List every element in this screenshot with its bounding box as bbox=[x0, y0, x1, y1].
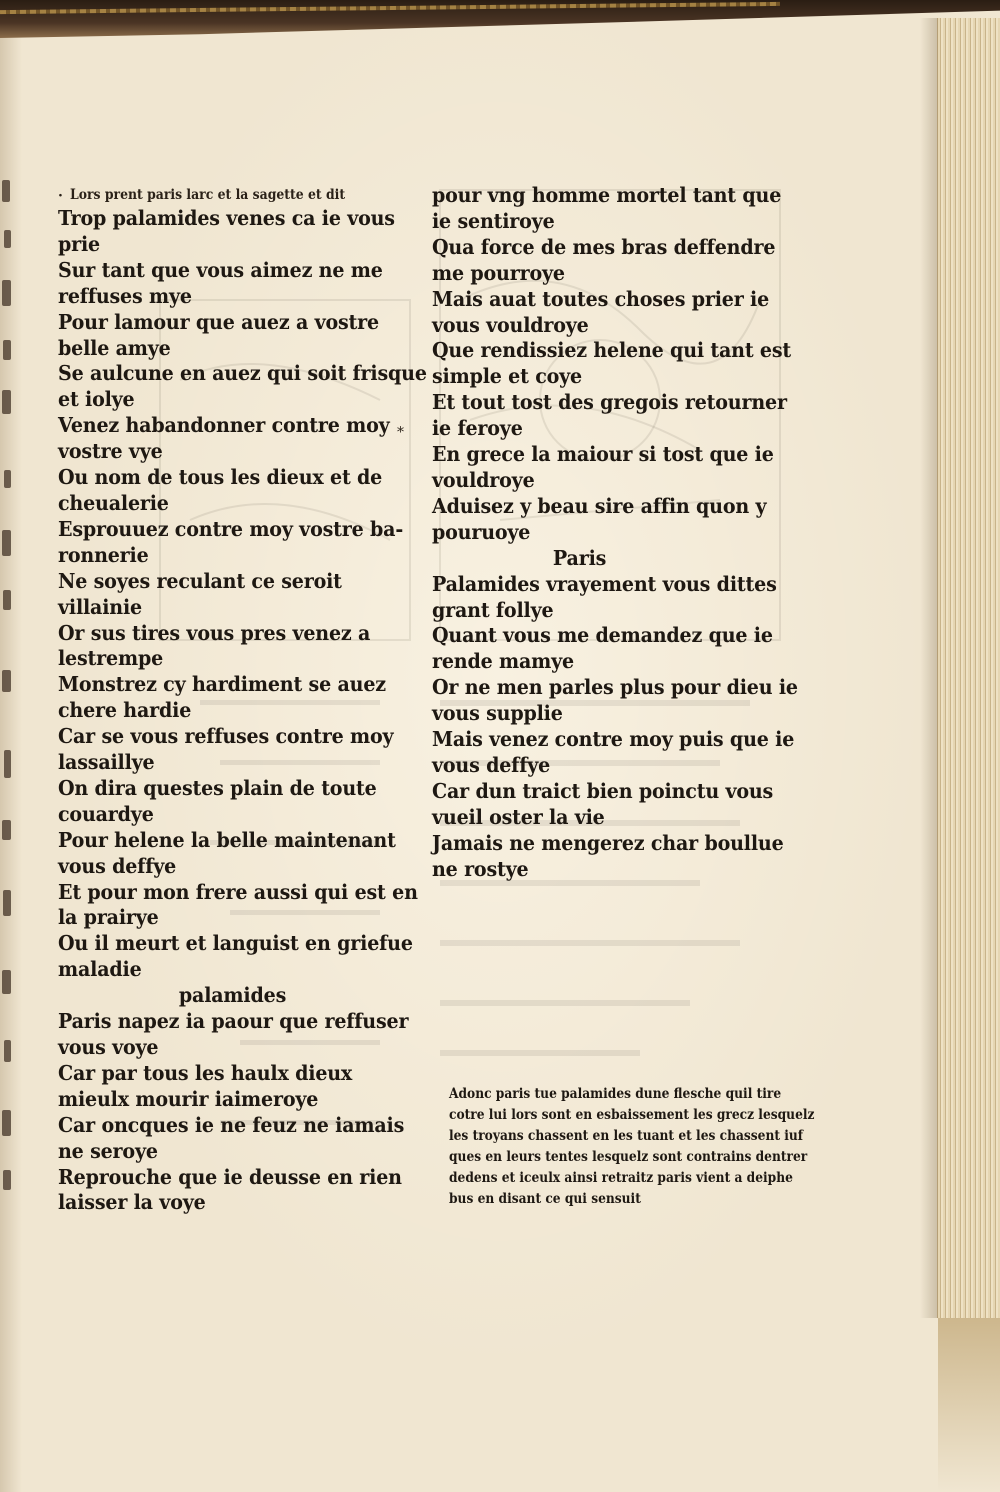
closing-rubric-line: cotre lui lors sont en esbaissement les grecz lesquelz bbox=[449, 1107, 815, 1123]
verse-line: Se aulcune en auez qui soit frisque bbox=[58, 361, 427, 386]
stray-ink-mark-icon: ⁎ bbox=[397, 420, 404, 436]
verse-line: laisser la voye bbox=[58, 1190, 206, 1215]
closing-rubric-line: ques en leurs tentes lesquelz sont contrains dentrer bbox=[449, 1149, 808, 1165]
verse-line: maladie bbox=[58, 957, 142, 982]
verse-line: Esprouuez contre moy vostre ba- bbox=[58, 516, 404, 541]
verse-line: lestrempe bbox=[58, 646, 164, 671]
verse-line: me pourroye bbox=[432, 260, 565, 285]
paragraph-mark-icon: · bbox=[58, 188, 63, 204]
verse-line: vueil oster la vie bbox=[432, 804, 605, 829]
verse-line: ie feroye bbox=[432, 416, 523, 441]
verse-line: On dira questes plain de toute bbox=[58, 775, 377, 800]
speaker-heading: palamides bbox=[178, 983, 287, 1008]
verse-line: Mais auat toutes choses prier ie bbox=[432, 286, 770, 311]
closing-rubric-line: bus en disant ce qui sensuit bbox=[449, 1191, 641, 1207]
verse-line: Et tout tost des gregois retourner bbox=[432, 390, 787, 415]
verse-line: Pour lamour que auez a vostre bbox=[58, 309, 379, 334]
verse-line: rende mamye bbox=[432, 649, 574, 674]
verse-line: grant follye bbox=[432, 597, 554, 622]
closing-rubric bbox=[449, 1084, 815, 1210]
verse-line: chere hardie bbox=[58, 698, 192, 723]
verse-line: vous vouldroye bbox=[432, 312, 589, 337]
verse-line: En grece la maiour si tost que ie bbox=[432, 442, 774, 467]
verse-line: Monstrez cy hardiment se auez bbox=[58, 672, 386, 697]
verse-line: prie bbox=[58, 231, 101, 256]
verse-line: vous voye bbox=[58, 1035, 159, 1059]
verse-line: Et pour mon frere aussi qui est en bbox=[58, 879, 418, 904]
verse-line: belle amye bbox=[58, 335, 171, 360]
verse-line: Que rendissiez helene qui tant est bbox=[432, 338, 792, 363]
verse-line: mieulx mourir iaimeroye bbox=[58, 1086, 319, 1111]
verse-line: Jamais ne mengerez char boullue bbox=[432, 830, 784, 855]
verse-line: Palamides vrayement vous dittes bbox=[432, 571, 777, 596]
verse-line: pour vng homme mortel tant que bbox=[432, 183, 782, 207]
verse-line: Ou nom de tous les dieux et de bbox=[58, 465, 383, 490]
verse-line: ne rostye bbox=[432, 856, 529, 881]
verse-line: Ou il meurt et languist en griefue bbox=[58, 931, 413, 956]
verse-line: Qua force de mes bras deffendre bbox=[432, 234, 776, 259]
verse-line: vouldroye bbox=[432, 467, 535, 492]
verse-line: ne seroye bbox=[58, 1138, 158, 1163]
verse-line: Trop palamides venes ca ie vous bbox=[58, 206, 395, 230]
verse-line: Reprouche que ie deusse en rien bbox=[58, 1164, 402, 1189]
verse-line: Car par tous les haulx dieux bbox=[58, 1060, 353, 1085]
verse-line: Car dun traict bien poinctu vous bbox=[432, 778, 774, 803]
closing-rubric-line: les troyans chassent en les tuant et les chassent iuf bbox=[449, 1128, 804, 1144]
speaker-heading: Paris bbox=[552, 545, 607, 570]
verse-line: Venez habandonner contre moy bbox=[58, 413, 390, 438]
verse-line: Mais venez contre moy puis que ie bbox=[432, 727, 795, 752]
verse-line: Car oncques ie ne feuz ne iamais bbox=[58, 1112, 405, 1137]
verse-line: et iolye bbox=[58, 387, 135, 412]
right-verse-column bbox=[432, 183, 802, 882]
verse-line: vous supplie bbox=[432, 701, 563, 726]
verse-line: la prairye bbox=[58, 905, 159, 930]
verse-line: Ne soyes reculant ce seroit bbox=[58, 568, 342, 593]
verse-line: pouruoye bbox=[432, 519, 531, 544]
verse-line: Paris napez ia paour que reffuser bbox=[58, 1009, 409, 1034]
verse-line: cheualerie bbox=[58, 490, 169, 515]
verse-line: Pour helene la belle maintenant bbox=[58, 827, 396, 852]
closing-rubric-line: Adonc paris tue palamides dune flesche quil tire bbox=[449, 1086, 782, 1102]
verse-line: Car se vous reffuses contre moy bbox=[58, 724, 394, 749]
verse-line: villainie bbox=[58, 594, 142, 619]
verse-line: couardye bbox=[58, 801, 154, 826]
gutter-fragments bbox=[0, 170, 30, 1270]
left-verse-column bbox=[58, 206, 428, 1216]
verse-line: vous deffye bbox=[432, 752, 551, 777]
verse-line: Aduisez y beau sire affin quon y bbox=[432, 493, 767, 518]
closing-rubric-line: dedens et iceulx ainsi retraitz paris vient a deiphe bbox=[449, 1170, 793, 1186]
verse-line: reffuses mye bbox=[58, 283, 192, 308]
verse-line: simple et coye bbox=[432, 364, 582, 389]
verse-line: ronnerie bbox=[58, 542, 149, 567]
verse-line: Or sus tires vous pres venez a bbox=[58, 620, 371, 645]
verse-line: Sur tant que vous aimez ne me bbox=[58, 257, 383, 282]
verse-line: vous deffye bbox=[58, 853, 177, 878]
verse-line: lassaillye bbox=[58, 750, 155, 775]
verse-line: Or ne men parles plus pour dieu ie bbox=[432, 675, 798, 700]
verse-line: Quant vous me demandez que ie bbox=[432, 623, 773, 648]
verse-line: vostre vye bbox=[58, 439, 163, 464]
rubric-heading: Lors prent paris larc et la sagette et dit bbox=[70, 187, 346, 203]
verse-line: ie sentiroye bbox=[432, 208, 555, 233]
